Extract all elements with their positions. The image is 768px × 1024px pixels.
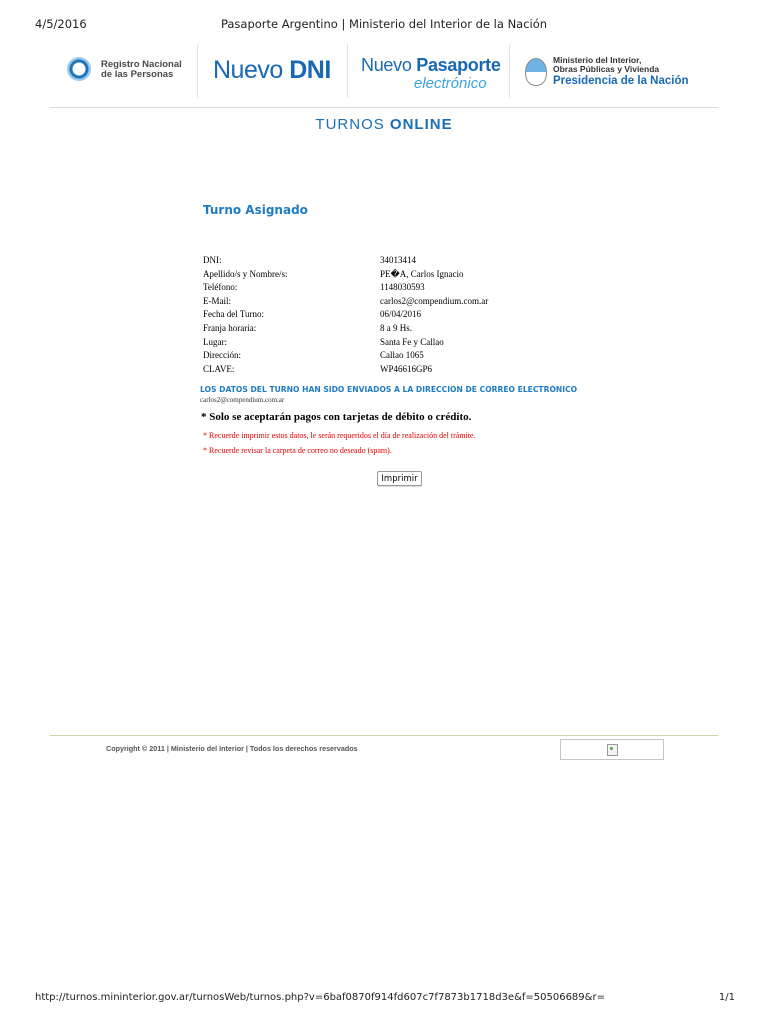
detail-row <box>203 363 488 377</box>
detail-label: Lugar: <box>203 336 227 347</box>
detail-value: Santa Fe y Callao <box>380 336 444 347</box>
detail-label: Franja horaria: <box>203 322 257 333</box>
ministerio-line1: Ministerio del Interior, <box>553 55 642 65</box>
banner-divider <box>347 44 348 98</box>
email-sent-notice: LOS DATOS DEL TURNO HAN SIDO ENVIADOS A LA DIRECCIÓN DE CORREO ELECTRÓNICO <box>200 385 578 394</box>
ministerio-line2: Obras Públicas y Vivienda <box>553 64 660 74</box>
detail-value: 06/04/2016 <box>380 309 422 320</box>
detail-value: Callao 1065 <box>380 350 424 361</box>
dni-logo-word1: Nuevo <box>213 56 283 84</box>
heading-part2: ONLINE <box>389 116 453 133</box>
pasaporte-logo-line2: electrónico <box>414 75 487 92</box>
header-divider <box>50 107 718 108</box>
detail-row <box>203 295 488 309</box>
renaper-logo-text <box>101 60 182 80</box>
detail-label: Dirección: <box>203 350 241 361</box>
warning-print: * Recuerde imprimir estos datos, le serán requeridos el día de realización del trámite. <box>203 431 476 440</box>
payment-note: * Solo se aceptarán pagos con tarjetas de débito o crédito. <box>201 411 472 423</box>
detail-label: CLAVE: <box>203 363 235 374</box>
pasaporte-logo-word2: Pasaporte <box>416 55 501 75</box>
broken-image-icon <box>607 744 618 756</box>
ministerio-logo-text <box>553 56 689 88</box>
print-url: http://turnos.mininterior.gov.ar/turnosWeb/turnos.php?v=6baf0870f914fd607c7f7873b1718d3e&f=50506689&r= <box>35 992 605 1003</box>
detail-value: carlos2@compendium.com.ar <box>380 295 489 306</box>
renaper-line1: Registro Nacional <box>101 59 182 70</box>
detail-label: Teléfono: <box>203 282 238 293</box>
print-date: 4/5/2016 <box>35 17 87 31</box>
section-title: Turno Asignado <box>203 203 308 217</box>
detail-value: WP46616GP6 <box>380 363 433 374</box>
detail-row <box>203 254 488 268</box>
detail-label: Fecha del Turno: <box>203 309 265 320</box>
print-button[interactable]: Imprimir <box>377 471 422 486</box>
copyright-text: Copyright © 2011 | Ministerio del Interior | Todos los derechos reservados <box>106 744 358 753</box>
appointment-details-table <box>203 254 488 376</box>
banner-divider <box>509 44 510 98</box>
banner-divider <box>197 44 198 98</box>
renaper-line2: de las Personas <box>101 69 174 80</box>
detail-value: 1148030593 <box>380 282 425 293</box>
detail-row <box>203 268 488 282</box>
ministerio-line3: Presidencia de la Nación <box>553 75 689 87</box>
detail-label: DNI: <box>203 255 222 265</box>
nuevo-pasaporte-logo <box>361 55 501 92</box>
header-banner <box>50 44 718 100</box>
print-page-number: 1/1 <box>718 992 735 1003</box>
detail-row <box>203 349 488 363</box>
pasaporte-logo-line1 <box>361 55 501 76</box>
notice-email: carlos2@compendium.com.ar <box>200 396 285 404</box>
national-shield-icon <box>525 58 547 86</box>
renaper-seal-icon <box>67 57 91 81</box>
footer-image <box>560 739 664 760</box>
heading-part1: TURNOS <box>315 116 385 133</box>
detail-label: E-Mail: <box>203 295 231 306</box>
detail-value: 8 a 9 Hs. <box>380 322 412 333</box>
detail-row <box>203 336 488 350</box>
turnos-online-heading <box>0 116 768 133</box>
detail-value: 34013414 <box>380 255 416 265</box>
detail-value: PE�A, Carlos Ignacio <box>380 268 464 279</box>
dni-logo-word2: DNI <box>289 56 331 84</box>
warning-spam: * Recuerde revisar la carpeta de correo no deseado (spam). <box>203 446 392 455</box>
nuevo-dni-logo <box>213 56 331 85</box>
print-page-title: Pasaporte Argentino | Ministerio del Interior de la Nación <box>220 17 548 31</box>
detail-row <box>203 322 488 336</box>
pasaporte-logo-word1: Nuevo <box>361 55 412 75</box>
detail-row <box>203 308 488 322</box>
detail-label: Apellido/s y Nombre/s: <box>203 268 288 279</box>
footer-divider <box>50 735 718 736</box>
detail-row <box>203 281 488 295</box>
